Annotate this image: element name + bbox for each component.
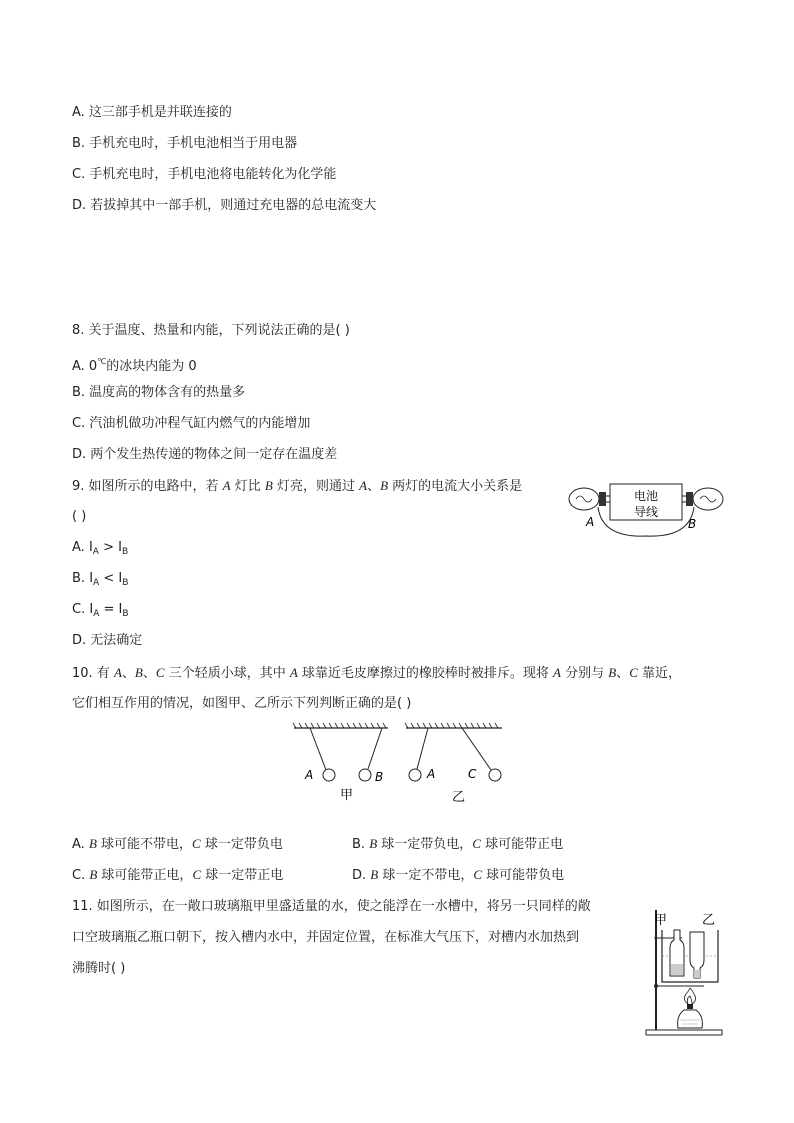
lamp-b-label: B <box>688 517 697 531</box>
q11-stem-line2: 口空玻璃瓶乙瓶口朝下，按入槽内水中，并固定位置，在标准大气压下，对槽内水加热到 <box>72 930 580 945</box>
lamp-a-icon <box>569 488 610 510</box>
q9-stem-part: 灯比 <box>230 479 265 494</box>
q8-option-a-unit: ℃ <box>97 357 107 366</box>
q9-sub-b: B <box>122 578 129 588</box>
q9-lamp-a: A <box>359 478 368 493</box>
q9-current-symbol: I <box>118 571 123 586</box>
q10-stem-line1 <box>72 664 681 683</box>
bottle-yi-label: 乙 <box>702 913 716 928</box>
q7-option-c: C. 手机充电时，手机电池将电能转化为化学能 <box>72 167 337 182</box>
caption-yi: 乙 <box>452 790 466 805</box>
q10-ball-b: B <box>370 867 379 882</box>
q9-operator: = <box>99 602 119 617</box>
q10-stem-part: 三个轻质小球，其中 <box>164 666 290 681</box>
q9-lamp-b: B <box>264 478 273 493</box>
q10-stem-part: 、 <box>616 666 630 681</box>
caption-jia: 甲 <box>340 788 354 803</box>
q9-option-d: D. 无法确定 <box>72 633 143 648</box>
q9-option-a <box>72 539 128 561</box>
q9-option-b <box>72 570 128 592</box>
lamp-a-label: A <box>586 515 595 529</box>
ball-a-right-label: A <box>427 767 436 781</box>
q9-current-symbol: I <box>118 602 123 617</box>
q7-option-a: A. 这三部手机是并联连接的 <box>72 105 232 120</box>
q9-stem <box>72 477 522 496</box>
q10-opt-part: 球可能带正电， <box>97 868 193 883</box>
q10-ball-b: B <box>369 836 378 851</box>
q10-ball-c: C <box>192 836 201 851</box>
q10-stem-part: 分别与 <box>561 666 609 681</box>
q8-stem: 8. 关于温度、热量和内能，下列说法正确的是( ) <box>72 323 350 338</box>
q10-ball-b: B <box>608 665 617 680</box>
q10-option-a <box>72 835 283 854</box>
q11-stem-line1: 11. 如图所示，在一敞口玻璃瓶甲里盛适量的水，使之能浮在一水槽中，将另一只同样的敞 <box>72 899 591 914</box>
q7-option-d: D. 若拔掉其中一部手机，则通过充电器的总电流变大 <box>72 198 377 213</box>
q9-stem-part: 两灯的电流大小关系是 <box>388 479 523 494</box>
q9-stem-part: 、 <box>367 479 381 494</box>
q9-stem-part: 灯亮，则通过 <box>272 479 360 494</box>
ceiling-left <box>293 723 388 728</box>
q10-opt-part: 球可能不带电， <box>96 837 193 852</box>
q11-stem-line3: 沸腾时( ) <box>72 961 126 976</box>
q10-opt-part: 球可能带正电 <box>480 837 564 852</box>
q10-stem-part: 10. 有 <box>72 666 114 681</box>
q10-ball-b: B <box>89 867 98 882</box>
q10-option-d <box>352 866 564 885</box>
q8-option-a <box>72 353 197 376</box>
ball-a-left-label: A <box>305 768 314 782</box>
ball-a-right <box>409 769 421 781</box>
q10-ball-a: A <box>289 665 298 680</box>
q9-lamp-a: A <box>222 478 231 493</box>
q10-stem-part: 靠近， <box>637 666 682 681</box>
battery-box-label: 电池 <box>633 489 659 503</box>
bottle-jia-label: 甲 <box>654 913 668 928</box>
q10-ball-b: B <box>88 836 97 851</box>
q9-circuit-figure <box>562 474 730 544</box>
q10-balls-figure <box>288 722 510 806</box>
q7-option-b: B. 手机充电时，手机电池相当于用电器 <box>72 136 298 151</box>
q9-sub-a: A <box>93 578 100 588</box>
q8-option-d: D. 两个发生热传递的物体之间一定存在温度差 <box>72 447 338 462</box>
q10-stem-part: 球靠近毛皮摩擦过的橡胶棒时被排斥。现将 <box>297 666 554 681</box>
bottle-yi-icon <box>690 932 704 978</box>
q9-sub-b: B <box>121 547 129 557</box>
q9-opt-prefix: A. <box>72 540 89 555</box>
q9-operator: < <box>99 571 119 586</box>
q10-opt-part: 球一定带正电 <box>201 868 284 883</box>
q10-ball-a: A <box>113 665 122 680</box>
q10-ball-c: C <box>473 867 483 882</box>
q8-option-b: B. 温度高的物体含有的热量多 <box>72 385 246 400</box>
ball-b-label: B <box>375 770 384 784</box>
q10-opt-part: B. <box>352 837 370 852</box>
q10-opt-part: 球可能带负电 <box>482 868 565 883</box>
bottle-jia-icon <box>670 930 684 976</box>
ceiling-right <box>405 723 502 728</box>
q9-operator: > <box>98 540 119 555</box>
alcohol-lamp-icon <box>678 988 703 1028</box>
q10-opt-part: C. <box>72 868 90 883</box>
q9-opt-prefix: B. <box>72 571 90 586</box>
q10-ball-c: C <box>155 665 165 680</box>
q10-opt-part: A. <box>72 837 89 852</box>
q9-sub-a: A <box>92 547 99 557</box>
q10-ball-c: C <box>629 665 638 680</box>
q10-stem-part: 、 <box>142 666 156 681</box>
q10-ball-a: A <box>553 665 561 680</box>
ball-b <box>359 769 371 781</box>
q10-opt-part: D. <box>352 868 371 883</box>
ball-c-label: C <box>468 767 477 781</box>
q10-opt-part: 球一定带负电 <box>200 837 283 852</box>
q8-option-c: C. 汽油机做功冲程气缸内燃气的内能增加 <box>72 416 311 431</box>
q9-opt-prefix: C. <box>72 602 90 617</box>
q10-opt-part: 球一定不带电， <box>378 868 474 883</box>
q10-option-c <box>72 866 283 885</box>
q8-option-a-prefix: A. 0 <box>72 359 98 374</box>
q10-stem-part: 、 <box>121 666 135 681</box>
q9-lamp-b: B <box>380 478 389 493</box>
ball-c <box>489 769 501 781</box>
q11-apparatus-figure <box>642 904 726 1038</box>
q10-stem-line2: 它们相互作用的情况，如图甲、乙所示下列判断正确的是( ) <box>72 696 412 711</box>
lamp-b-icon <box>682 488 723 510</box>
q10-ball-c: C <box>472 836 481 851</box>
q10-opt-part: 球一定带负电， <box>377 837 473 852</box>
q9-current-symbol: I <box>89 571 94 586</box>
q8-option-a-suffix: 的冰块内能为 0 <box>106 359 197 374</box>
q9-current-symbol: I <box>88 540 93 555</box>
wire-label: 导线 <box>633 505 659 519</box>
q9-sub-a: A <box>93 609 100 619</box>
q9-sub-b: B <box>122 609 129 619</box>
q9-stem-part: 9. 如图所示的电路中，若 <box>72 479 223 494</box>
q9-current-symbol: I <box>89 602 94 617</box>
ball-a-left <box>323 769 335 781</box>
q9-stem-line2: ( ) <box>72 509 87 524</box>
q9-current-symbol: I <box>118 540 122 555</box>
q10-option-b <box>352 835 563 854</box>
q10-ball-b: B <box>134 665 143 680</box>
q10-ball-c: C <box>192 867 202 882</box>
q9-option-c <box>72 601 129 623</box>
